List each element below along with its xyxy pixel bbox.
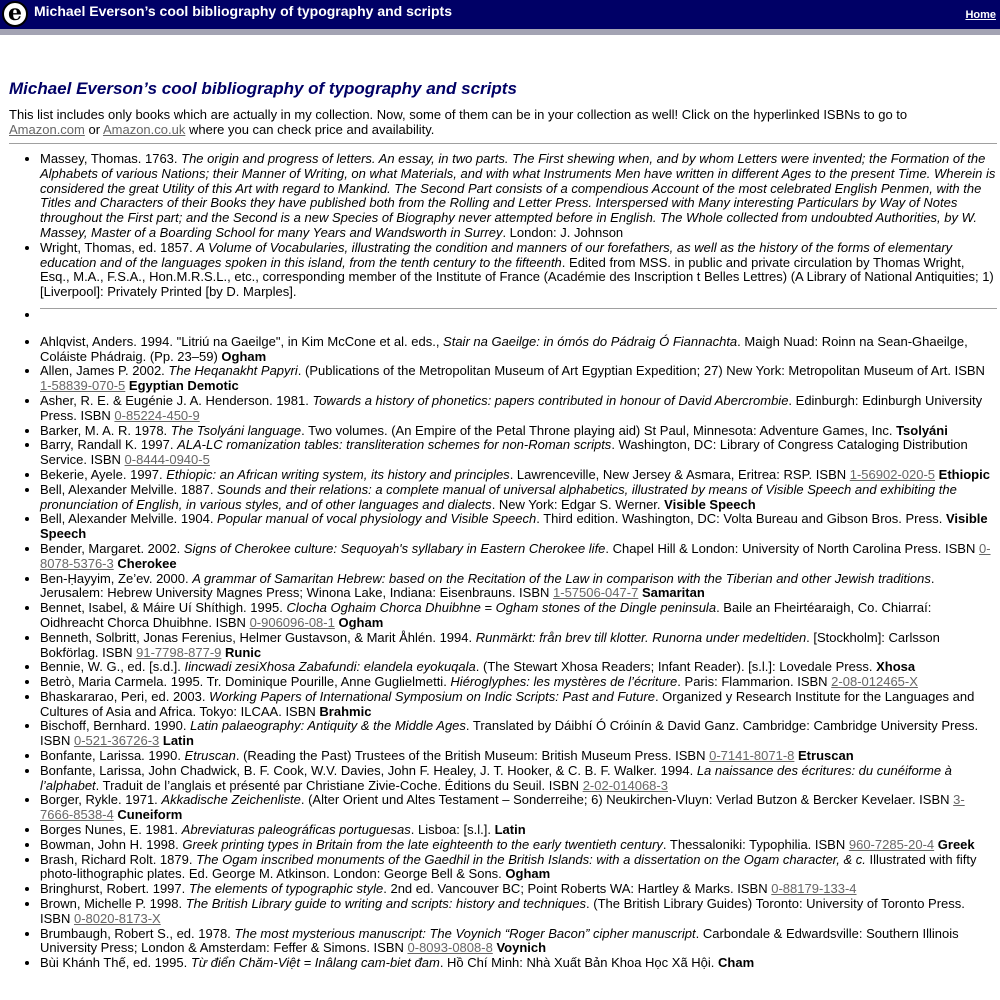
entry-title: Clocha Oghaim Chorca Dhuibhne = Ogham stones of the Dingle peninsula [286,600,717,616]
entry-author-year: Ahlqvist, Anders. 1994. "Litriú na Gaeilge", in Kim McCone et al. eds., [40,333,444,349]
entry-title: Iincwadi zesiXhosa Zabafundi: elandela eyokuqala [184,659,476,675]
entry-publication: Illustrated with fifty photo-lithographic plates. Ed. George M. Atkinson. London: George Bell & Sons. [40,851,977,882]
bibliography-entry [40,394,997,424]
entry-publication: . Maigh Nuad: Roinn na Sean-Ghaeilge, Coláiste Phádraig. (Pp. 23–59) [40,333,968,364]
entry-title: Sounds and their relations: a complete manual of universal alphabetics, illustrated by means of Visible Speech and exhibiting the pronunciation of English, in various styles, and of other languages and dialects [40,481,957,512]
entry-title: The Tsolyáni language [170,422,302,438]
entry-publication: . New York: Edgar S. Werner. [491,496,665,512]
bibliography-entry [40,853,997,883]
bibliography-entry [40,956,997,971]
entry-publication: . (The British Library Guides) Toronto: University of Toronto Press. ISBN [40,896,965,926]
entry-script: Latin [494,822,526,838]
entry-author-year: Ben-Ḥayyim, Ze’ev. 2000. [40,570,193,586]
entry-author-year: Brumbaugh, Robert S., ed. 1978. [40,925,235,941]
entry-title: The Ogam inscribed monuments of the Gaedhil in the British Islands: with a dissertation on the Ogam character, & c. [196,851,866,867]
isbn-link[interactable]: 0-88179-133-4 [771,881,857,897]
entry-author-year: Bell, Alexander Melville. 1887. [40,481,218,497]
entry-title: Towards a history of phonetics: papers contributed in honour of David Abercrombie [312,392,789,408]
entry-publication: . (Publications of the Metropolitan Museum of Art Egyptian Expedition; 27) New York: Metropolitan Museum of Art. ISBN [297,363,985,379]
entry-title: La naissance des écritures: du cunéiforme à l’alphabet [40,762,952,793]
entry-script: Ogham [221,348,267,364]
entry-publication: . (Reading the Past) Trustees of the British Museum: British Museum Press. ISBN [235,748,710,764]
bibliography-entry [40,690,997,720]
divider [9,143,997,144]
entry-title: The British Library guide to writing and scripts: history and techniques [185,896,587,912]
intro-paragraph [9,107,997,137]
intro-text: This list includes only books which are actually in my collection. Now, some of them can be in your collection as well! Click on the hyperlinked ISBNs to go to [9,107,908,122]
bibliography-entry [40,838,997,853]
entry-script: Cuneiform [117,807,183,823]
bibliography-entry [40,364,997,394]
bibliography-entry [40,468,997,483]
bibliography-entry [40,927,997,957]
entry-title: Etruscan [184,748,236,764]
entry-title: Từ điển Chăm-Việt = Inâlang cam-biet đam [190,955,440,971]
bibliography-entry [40,897,997,927]
entry-publication: . 2nd ed. Vancouver BC; Point Roberts WA: Hartley & Marks. ISBN [383,881,772,897]
entry-script: Ogham [338,614,384,630]
entry-author-year: Brown, Michelle P. 1998. [40,896,186,912]
entry-author-year: Bennet, Isabel, & Máire Uí Shíthigh. 1995. [40,600,287,616]
entry-title: A grammar of Samaritan Hebrew: based on the Recitation of the Law in comparison with the Tiberian and other Jewish traditions [192,570,931,586]
entry-script: Samaritan [641,585,705,601]
bibliography-entry [40,882,997,897]
entry-title: A Volume of Vocabularies, illustrating the condition and manners of our forefathers, as well as the history of the forms of elementary education and of the languages spoken in this island, from the tenth century to the fifteenth [40,239,953,270]
entry-script: Greek [937,836,975,852]
isbn-link[interactable]: 91-7798-877-9 [136,644,222,660]
entry-title: Working Papers of International Symposium on Indic Scripts: Past and Future [209,688,655,704]
entry-script: Brahmic [319,703,372,719]
entry-author-year: Wright, Thomas, ed. 1857. [40,239,197,255]
bibliography-entry [40,749,997,764]
entry-script: Visible Speech [664,496,756,512]
isbn-link[interactable]: 2-08-012465-X [831,674,918,690]
entry-author-year: Barker, M. A. R. 1978. [40,422,171,438]
entry-publication: . London: J. Johnson [502,224,624,240]
entry-publication: . Paris: Flammarion. ISBN [677,674,832,690]
entry-publication: . Chapel Hill & London: University of North Carolina Press. ISBN [605,540,979,556]
entry-author-year: Borges Nunes, E. 1981. [40,822,182,838]
entry-script: Visible Speech [40,511,988,542]
entry-author-year: Bender, Margaret. 2002. [40,540,184,556]
entry-script: Latin [162,733,194,749]
entry-author-year: Bekerie, Ayele. 1997. [40,466,167,482]
entry-publication: . Jerusalem: Hebrew University Magnes Press; Winona Lake, Indiana: Eisenbrauns. ISBN [40,570,935,601]
bibliography-entry [40,512,997,542]
entry-title: ALA-LC romanization tables: transliteration schemes for non-Roman scripts [177,437,612,453]
site-logo-icon[interactable]: e [2,1,28,27]
isbn-link[interactable]: 0-906096-08-1 [249,614,335,630]
entry-publication: . Organized y Research Institute for the Languages and Cultures of Asia and Africa. Tokyo: ILCAA. ISBN [40,688,975,719]
entry-author-year: Barry, Randall K. 1997. [40,437,178,453]
isbn-link[interactable]: 0-85224-450-9 [114,407,200,423]
entry-publication: . [Stockholm]: Carlsson Bokförlag. ISBN [40,629,940,660]
entry-script: Ethiopic [938,466,990,482]
entry-title: Latin palaeography: Antiquity & the Middle Ages [190,718,466,734]
bibliography-entry [40,572,997,602]
entry-script: Tsolyáni [896,422,948,438]
entry-publication: . Third edition. Washington, DC: Volta Bureau and Gibson Bros. Press. [536,511,946,527]
bibliography-entry [40,719,997,749]
bibliography-entry [40,152,997,241]
bibliography-entry [40,660,997,675]
isbn-link[interactable]: 1-56902-020-5 [849,466,936,482]
entry-author-year: Bell, Alexander Melville. 1904. [40,511,218,527]
isbn-link[interactable]: 0-521-36726-3 [73,733,160,749]
intro-or: or [88,122,101,137]
entry-author-year: Brash, Richard Rolt. 1879. [40,851,197,867]
entry-title: Akkadische Zeichenliste [161,792,301,808]
entry-title: The most mysterious manuscript: The Voynich “Roger Bacon” cipher manuscript [234,925,696,941]
entry-title: The origin and progress of letters. An essay, in two parts. The First shewing when, and by whom Letters were invented; the Formation of the Alphabets of various Nations; their Manner of Writing, on what Materials, and with what Instruments Men have written in different Ages to the present Time. Wherein is considered the great Utility of this Art with regard to Mankind. The Second Part consists of a compendious Account of the most celebrated English Penmen, with the Titles and Characters of their Books they have published both from the Rolling and Letter Press. Interspersed with Many interesting Particulars by Way of Notes throughout the First part; and the Second is a new Species of Biography never attempted before in English. The Whole collected from undoubted Authorities, by W. Massey, Master of a Boarding School for many Years and Wandsworth in Surrey [40,151,996,240]
entry-publication: . Two volumes. (An Empire of the Petal Throne playing aid) St Paul, Minnesota: Adventure Games, Inc. [301,422,897,438]
isbn-link[interactable]: 0-7141-8071-8 [709,748,795,764]
entry-title: Ethiopic: an African writing system, its history and principles [166,466,510,482]
isbn-link[interactable]: 960-7285-20-4 [848,836,935,852]
entry-author-year: Bonfante, Larissa, John Chadwick, B. F. Cook, W.V. Davies, John F. Healey, J. T. Hooker, & C. B. F. Walker. 1994. [40,762,697,778]
bibliography-list [9,152,997,971]
entry-author-year: Bùi Khánh Thế, ed. 1995. [40,955,191,971]
entry-publication: . Thessaloniki: Typophilia. ISBN [662,836,849,852]
entry-publication: . Edinburgh: Edinburgh University Press. ISBN [40,392,983,423]
entry-author-year: Bowman, John H. 1998. [40,836,183,852]
entry-publication: . Baile an Fheirtéaraigh, Co. Chiarraí: Oidhreacht Chorca Dhuibhne. ISBN [40,600,932,630]
intro-end: where you can check price and availability. [188,122,435,137]
bibliography-entry [40,601,997,631]
amazon-couk-link[interactable]: Amazon.co.uk [102,122,186,137]
entry-title: The elements of typographic style [188,881,384,897]
isbn-link[interactable]: 2-02-014068-3 [582,777,668,793]
bibliography-entry [40,424,997,439]
bibliography-entry [40,675,997,690]
entry-author-year: Bhaskararao, Peri, ed. 2003. [40,688,210,704]
entry-author-year: Benneth, Solbritt, Jonas Ferenius, Helmer Gustavson, & Marit Åhlén. 1994. [40,629,476,645]
bibliography-entry [40,241,997,300]
bibliography-entry [40,764,997,794]
entry-author-year: Bischoff, Bernhard. 1990. [40,718,191,734]
entry-script: Cham [718,955,755,971]
entry-script: Ogham [505,866,551,882]
site-header [0,0,1000,35]
entry-author-year: Allen, James P. 2002. [40,363,169,379]
bibliography-entry [40,542,997,572]
main-content [0,79,997,971]
entry-publication: . (Alter Orient und Altes Testament – Sonderreihe; 6) Neukirchen-Vluyn: Verlad Butzon & Bercker Kevelaer. ISBN [300,792,954,808]
site-title: Michael Everson’s cool bibliography of typography and scripts [34,3,453,19]
isbn-link[interactable]: 0-8020-8173-X [73,910,161,926]
entry-script: Runic [225,644,262,660]
entry-title: Popular manual of vocal physiology and Visible Speech [217,511,537,527]
entry-author-year: Betrò, Maria Carmela. 1995. Tr. Dominique Pourille, Anne Guglielmetti. [40,674,451,690]
entry-title: Greek printing types in Britain from the late eighteenth to the early twentieth century [182,836,663,852]
isbn-link[interactable]: 0-8078-5376-3 [40,540,991,571]
bibliography-entry [40,483,997,513]
bibliography-entry [40,335,997,365]
isbn-link[interactable]: 3-7666-8538-4 [40,792,965,823]
entry-author-year: Bringhurst, Robert. 1997. [40,881,189,897]
entry-publication: . Lisboa: [s.l.]. [410,822,495,838]
isbn-link[interactable]: 1-57506-047-7 [553,585,639,601]
entry-author-year: Bonfante, Larissa. 1990. [40,748,185,764]
entry-author-year: Bennie, W. G., ed. [s.d.]. [40,659,185,675]
home-link[interactable]: Home [965,9,996,21]
entry-author-year: Asher, R. E. & Eugénie J. A. Henderson. 1981. [40,392,313,408]
divider [40,308,997,309]
entry-title: The Heqanakht Papyri [168,363,298,379]
isbn-link[interactable]: 0-8093-0808-8 [407,940,493,956]
entry-publication: . Carbondale & Edwardsville: Southern Illinois University Press; London & Amsterdam: Feffer & Simons. ISBN [40,925,959,956]
entry-script: Etruscan [798,748,854,764]
entry-script: Cherokee [117,555,177,571]
entry-title: Signs of Cherokee culture: Sequoyah's syllabary in Eastern Cherokee life [183,540,606,556]
bibliography-entry [40,438,997,468]
bibliography-entry [40,823,997,838]
entry-title: Stair na Gaeilge: in ómós do Pádraig Ó Fiannachta [443,333,738,349]
entry-title: Abreviaturas paleográficas portuguesas [181,822,411,838]
bibliography-entry [40,631,997,661]
entry-title: Runmärkt: från brev till klotter. Runorna under medeltiden [475,629,807,645]
amazon-com-link[interactable]: Amazon.com [9,122,85,137]
entry-author-year: Borger, Rykle. 1971. [40,792,162,808]
entry-script: Egyptian Demotic [128,378,239,394]
page-title: Michael Everson’s cool bibliography of typography and scripts [9,79,517,98]
bibliography-entry [40,793,997,823]
isbn-link[interactable]: 1-58839-070-5 [40,378,126,394]
isbn-link[interactable]: 0-8444-0940-5 [124,452,210,468]
entry-publication: . Edited from MSS. in public and private circulation by Thomas Wright, Esq., M.A., F.S.A., Hon.M.R.S.L., etc., corresponding member of the Institute of France (Académie des Inscription t Belles Lettres) (A Library of National Antiquities; 1) [Liverpool]: Privately Printed [by D. Marples]. [40,254,994,300]
empty-list-item [40,308,997,323]
entry-author-year: Massey, Thomas. 1763. [40,151,182,166]
entry-publication: . Traduit de l’anglais et présenté par Christiane Zivie-Coche. Éditions du Seuil. ISBN [95,777,583,793]
entry-publication: . (The Stewart Xhosa Readers; Infant Reader). [s.l.]: Lovedale Press. [475,659,877,675]
entry-publication: . Hồ Chí Minh: Nhà Xuất Bản Khoa Học Xã Hội. [439,955,719,971]
entry-script: Voynich [496,940,547,956]
entry-publication: . Washington, DC: Library of Congress Cataloging Distribution Service. ISBN [40,437,968,468]
entry-title: Hiéroglyphes: les mystères de l’écriture [450,674,678,690]
entry-publication: . Translated by Dáibhí Ó Cróinín & David Ganz. Cambridge: Cambridge University Press. ISBN [40,718,979,749]
entry-publication: . Lawrenceville, New Jersey & Asmara, Eritrea: RSP. ISBN [509,466,850,482]
entry-script: Xhosa [876,659,916,675]
